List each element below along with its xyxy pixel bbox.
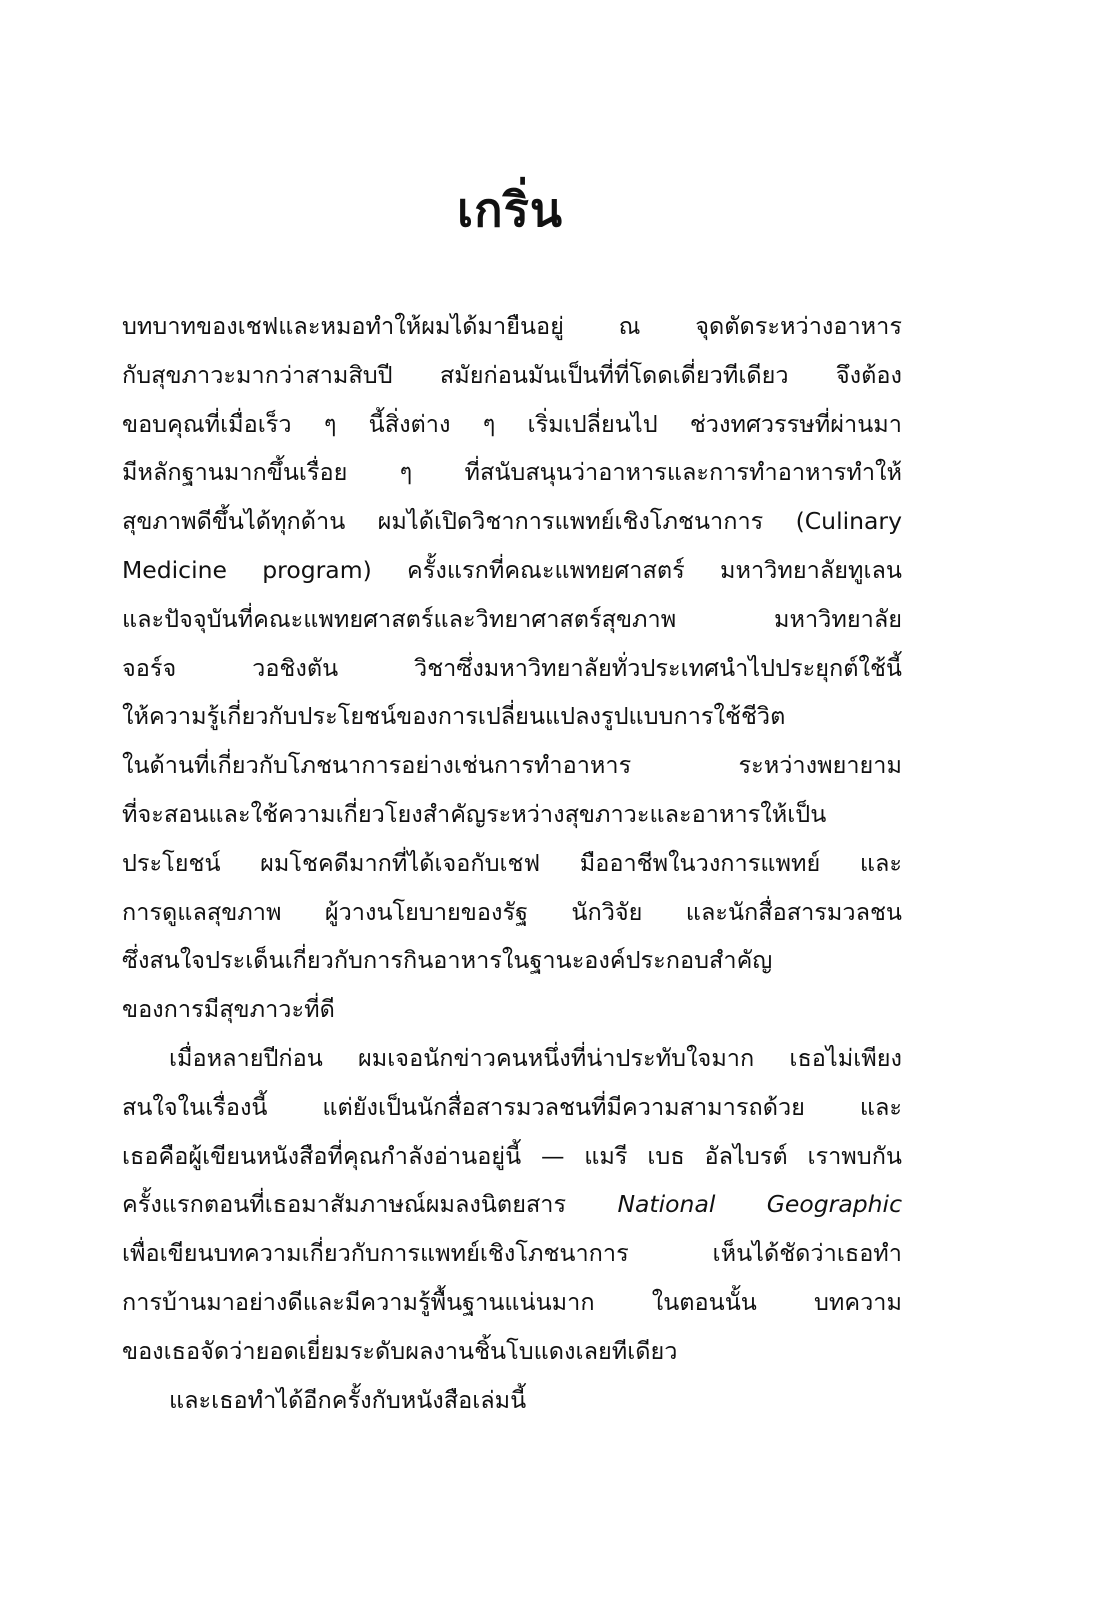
- text-line: ซึ่งสนใจประเด็นเกี่ยวกับการกินอาหารในฐานะองค์ประกอบสำคัญ: [122, 946, 773, 975]
- text-line: ในด้านที่เกี่ยวกับโภชนาการอย่างเช่นการทำอาหาร ระหว่างพยายาม: [122, 751, 902, 780]
- paragraph-2: [122, 1034, 902, 1376]
- text-line: ให้ความรู้เกี่ยวกับประโยชน์ของการเปลี่ยนแปลงรูปแบบการใช้ชีวิต: [122, 702, 786, 731]
- text-line: ที่จะสอนและใช้ความเกี่ยวโยงสำคัญระหว่างสุขภาวะและอาหารให้เป็น: [122, 799, 827, 828]
- text-line: การดูแลสุขภาพ ผู้วางนโยบายของรัฐ นักวิจัย และนักสื่อสารมวลชน: [122, 897, 902, 926]
- text-line: สุขภาพดีขึ้นได้ทุกด้าน ผมได้เปิดวิชาการแพทย์เชิงโภชนาการ (Culinary: [122, 507, 902, 536]
- text-line: ขอบคุณที่เมื่อเร็ว ๆ นี้สิ่งต่าง ๆ เริ่มเปลี่ยนไป ช่วงทศวรรษที่ผ่านมา: [122, 409, 902, 438]
- paragraph-1: [122, 302, 902, 1034]
- magazine-name: National Geographic: [617, 1190, 902, 1219]
- text-line: ของเธอจัดว่ายอดเยี่ยมระดับผลงานชิ้นโบแดงเลยทีเดียว: [122, 1336, 678, 1365]
- text-line: การบ้านมาอย่างดีและมีความรู้พื้นฐานแน่นมาก ในตอนนั้น บทความ: [122, 1287, 902, 1316]
- text-line: และเธอทำได้อีกครั้งกับหนังสือเล่มนี้: [169, 1385, 527, 1414]
- text-line: จอร์จ วอชิงตัน วิชาซึ่งมหาวิทยาลัยทั่วประเทศนำไปประยุกต์ใช้นี้: [122, 653, 902, 682]
- page-title: เกริ่น: [457, 183, 563, 239]
- text-line: Medicine program) ครั้งแรกที่คณะแพทยศาสตร์ มหาวิทยาลัยทูเลน: [122, 555, 902, 584]
- text-line: กับสุขภาวะมากว่าสามสิบปี สมัยก่อนมันเป็นที่ที่โดดเดี่ยวทีเดียว จึงต้อง: [122, 360, 902, 389]
- text-line: เธอคือผู้เขียนหนังสือที่คุณกำลังอ่านอยู่นี้ — แมรี เบธ อัลไบรต์ เราพบกัน: [122, 1141, 902, 1170]
- paragraph-3: [122, 1376, 902, 1425]
- text-line: ของการมีสุขภาวะที่ดี: [122, 995, 335, 1024]
- text-line: และปัจจุบันที่คณะแพทยศาสตร์และวิทยาศาสตร์สุขภาพ มหาวิทยาลัย: [122, 604, 902, 633]
- text-line: สนใจในเรื่องนี้ แต่ยังเป็นนักสื่อสารมวลชนที่มีความสามารถด้วย และ: [122, 1092, 902, 1121]
- text-segment: ครั้งแรกตอนที่เธอมาสัมภาษณ์ผมลงนิตยสาร: [122, 1190, 567, 1219]
- text-line: เมื่อหลายปีก่อน ผมเจอนักข่าวคนหนึ่งที่น่าประทับใจมาก เธอไม่เพียง: [169, 1043, 902, 1072]
- text-line: เพื่อเขียนบทความเกี่ยวกับการแพทย์เชิงโภชนาการ เห็นได้ชัดว่าเธอทำ: [122, 1239, 902, 1268]
- text-line: [122, 1180, 902, 1229]
- text-line: ประโยชน์ ผมโชคดีมากที่ได้เจอกับเชฟ มืออาชีพในวงการแพทย์ และ: [122, 848, 902, 877]
- body-text: [122, 302, 902, 1424]
- text-line: บทบาทของเชฟและหมอทำให้ผมได้มายืนอยู่ ณ จุดตัดระหว่างอาหาร: [122, 312, 902, 340]
- text-line: มีหลักฐานมากขึ้นเรื่อย ๆ ที่สนับสนุนว่าอาหารและการทำอาหารทำให้: [122, 458, 902, 487]
